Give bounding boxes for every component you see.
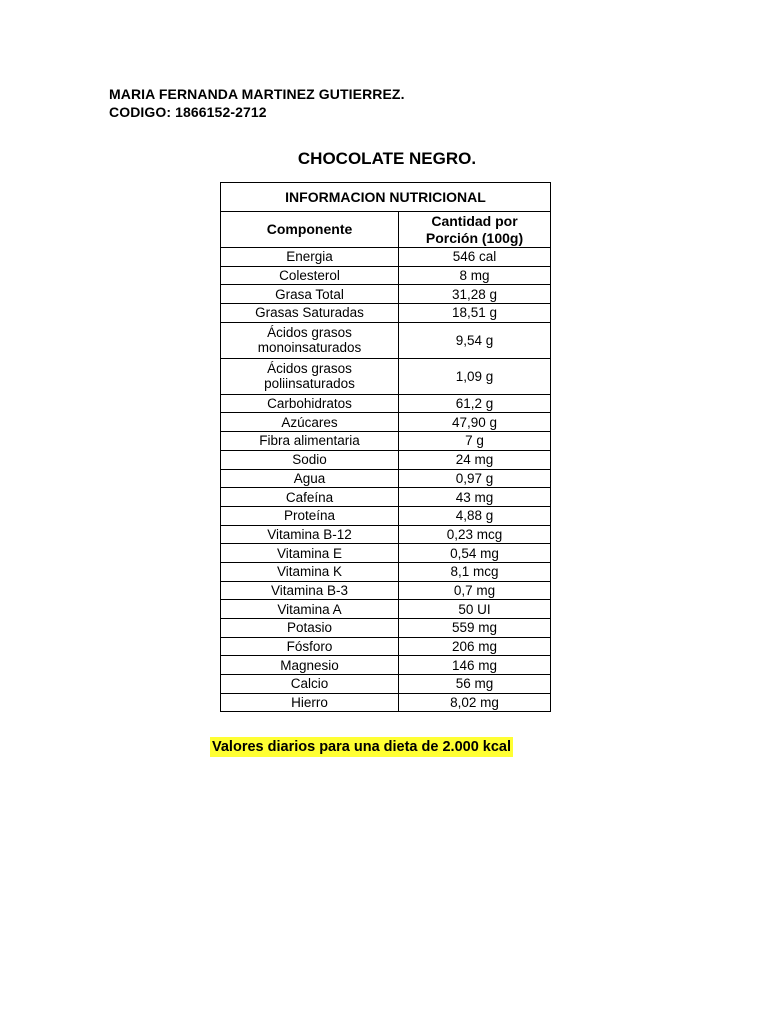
table-row (221, 693, 551, 712)
amount-cell: 0,23 mcg (399, 525, 551, 544)
amount-cell: 4,88 g (399, 506, 551, 525)
component-name: Magnesio (280, 657, 339, 673)
amount-cell: 546 cal (399, 248, 551, 267)
component-cell (221, 450, 399, 469)
component-name: Vitamina B-3 (270, 582, 349, 598)
column-header-row (221, 212, 551, 248)
component-name: Grasa Total (275, 286, 344, 302)
document-title: CHOCOLATE NEGRO. (297, 149, 477, 168)
table-row (221, 413, 551, 432)
component-name: Hierro (291, 695, 328, 711)
amount-cell: 47,90 g (399, 413, 551, 432)
table-row (221, 469, 551, 488)
column-header-amount (399, 212, 551, 248)
component-cell (221, 619, 399, 638)
amount-cell: 559 mg (399, 619, 551, 638)
component-cell (221, 637, 399, 656)
author-name: MARIA FERNANDA MARTINEZ GUTIERREZ. (109, 86, 405, 102)
table-row (221, 562, 551, 581)
amount-cell: 9,54 g (399, 322, 551, 358)
column-header-amount-line2: Porción (100g) (425, 229, 524, 246)
author-block (109, 85, 405, 121)
component-name-line2: poliinsaturados (264, 376, 355, 392)
table-row (221, 619, 551, 638)
component-name: Proteína (283, 508, 336, 524)
table-row (221, 581, 551, 600)
component-cell (221, 432, 399, 451)
table-row (221, 394, 551, 413)
component-cell (221, 413, 399, 432)
component-cell (221, 304, 399, 323)
component-name: Grasas Saturadas (255, 305, 364, 321)
component-name: Vitamina E (276, 545, 343, 561)
component-cell (221, 358, 399, 394)
component-cell (221, 506, 399, 525)
component-name: Ácidos grasos (267, 325, 352, 341)
table-heading-row (221, 183, 551, 212)
amount-cell: 24 mg (399, 450, 551, 469)
component-cell (221, 600, 399, 619)
component-cell (221, 469, 399, 488)
nutrition-table (220, 182, 551, 712)
author-code: CODIGO: 1866152-2712 (109, 104, 267, 120)
component-name: Colesterol (279, 268, 340, 284)
component-name: Sodio (292, 452, 327, 468)
component-name: Carbohidratos (267, 396, 352, 412)
amount-cell: 8,02 mg (399, 693, 551, 712)
amount-cell: 206 mg (399, 637, 551, 656)
table-row (221, 637, 551, 656)
table-row (221, 675, 551, 694)
table-row (221, 248, 551, 267)
amount-cell: 18,51 g (399, 304, 551, 323)
column-header-component: Componente (221, 212, 399, 248)
amount-cell: 50 UI (399, 600, 551, 619)
component-name: Vitamina B-12 (267, 526, 352, 542)
component-cell (221, 675, 399, 694)
daily-values-note: Valores diarios para una dieta de 2.000 kcal (212, 739, 512, 755)
table-row (221, 488, 551, 507)
component-cell (221, 266, 399, 285)
amount-cell: 56 mg (399, 675, 551, 694)
amount-cell: 8,1 mcg (399, 562, 551, 581)
table-row (221, 266, 551, 285)
amount-cell: 0,97 g (399, 469, 551, 488)
component-cell (221, 525, 399, 544)
table-row (221, 656, 551, 675)
table-row (221, 544, 551, 563)
table-row (221, 600, 551, 619)
component-name: Cafeína (285, 489, 334, 505)
component-name: Azúcares (281, 414, 338, 430)
component-name-line2: monoinsaturados (257, 340, 362, 356)
table-row (221, 285, 551, 304)
component-cell (221, 285, 399, 304)
table-heading: INFORMACION NUTRICIONAL (221, 183, 551, 212)
amount-cell: 7 g (399, 432, 551, 451)
component-name: Agua (293, 470, 326, 486)
amount-cell: 146 mg (399, 656, 551, 675)
amount-cell: 43 mg (399, 488, 551, 507)
component-name: Vitamina K (276, 564, 343, 580)
component-name: Vitamina A (277, 601, 342, 617)
table-row (221, 304, 551, 323)
amount-cell: 0,7 mg (399, 581, 551, 600)
table-row (221, 432, 551, 451)
amount-cell: 61,2 g (399, 394, 551, 413)
amount-cell: 31,28 g (399, 285, 551, 304)
component-cell (221, 394, 399, 413)
table-row (221, 525, 551, 544)
table-row (221, 322, 551, 358)
table-row (221, 450, 551, 469)
component-name: Fósforo (286, 639, 333, 655)
amount-cell: 8 mg (399, 266, 551, 285)
table-row (221, 358, 551, 394)
component-name: Potasio (286, 620, 333, 636)
component-name: Energia (286, 249, 333, 265)
component-cell (221, 581, 399, 600)
component-cell (221, 488, 399, 507)
component-name: Calcio (290, 676, 329, 692)
table-row (221, 506, 551, 525)
component-cell (221, 656, 399, 675)
component-name: Fibra alimentaria (259, 433, 360, 449)
component-name: Ácidos grasos (267, 361, 352, 377)
component-cell (221, 322, 399, 358)
column-header-amount-line1: Cantidad por (431, 212, 518, 229)
component-cell (221, 544, 399, 563)
component-cell (221, 248, 399, 267)
component-cell (221, 693, 399, 712)
amount-cell: 0,54 mg (399, 544, 551, 563)
component-cell (221, 562, 399, 581)
amount-cell: 1,09 g (399, 358, 551, 394)
